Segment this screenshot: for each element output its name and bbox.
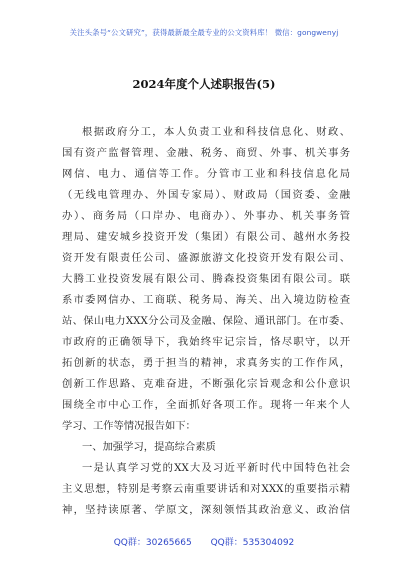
body-line: 根据政府分工，本人负责工业和科技信息化、财政、	[82, 126, 350, 138]
body-line: 理局、建安城乡投资开发（集团）有限公司、越州水务投	[62, 231, 350, 243]
body-line: 办）、商务局（口岸办、电商办）、外事办、机关事务管	[62, 210, 350, 222]
qq-group-1: QQ群：30265665	[113, 538, 192, 548]
body-line: 一、加强学习，提高综合素质	[82, 441, 216, 453]
document-body	[62, 122, 350, 521]
header-note: 关注头条号“公文研究”，获得最新最全最专业的公文资料库！ 微信：gongwenyj	[69, 28, 339, 37]
body-line: 市政府的正确领导下，我始终牢记宗旨，恪尽职守，以开	[62, 336, 350, 348]
body-line: 学习、工作等情况报告如下：	[62, 420, 196, 432]
body-line: （无线电管理办、外国专家局）、财政局（国资委、金融	[62, 189, 350, 201]
body-line: 站、保山电力XXX分公司及金融、保险、通讯部门。在市委、	[62, 315, 350, 327]
body-line: 拓创新的状态，勇于担当的精神，求真务实的工作作风，	[62, 357, 350, 369]
body-line: 神，坚持读原著、学原文，深刻领悟其政治意义、政治信	[62, 504, 350, 516]
body-line: 围绕全市中心工作，全面抓好各项工作。现将一年来个人	[62, 399, 350, 411]
document-title: 2024年度个人述职报告(5)	[132, 77, 276, 91]
qq-group-2: QQ群：535304092	[210, 538, 295, 548]
body-line: 主义思想，特别是考察云南重要讲话和对XXX的重要指示精	[62, 483, 350, 495]
body-line: 创新工作思路、克难奋进，不断强化宗旨观念和公仆意识	[62, 378, 350, 390]
body-line: 网信、电力、通信等工作。分管市工业和科技信息化局	[62, 168, 350, 180]
body-line: 系市委网信办、工商联、税务局、海关、出入境边防检查	[62, 294, 350, 306]
body-line: 国有资产监督管理、金融、税务、商贸、外事、机关事务	[62, 147, 350, 159]
body-line: 一是认真学习党的XX大及习近平新时代中国特色社会	[82, 462, 350, 474]
body-line: 大腾工业投资发展有限公司、腾森投资集团有限公司。联	[62, 273, 350, 285]
footer-contact	[0, 535, 408, 548]
body-line: 资开发有限责任公司、盛源旅游文化投资开发有限公司、	[62, 252, 350, 264]
